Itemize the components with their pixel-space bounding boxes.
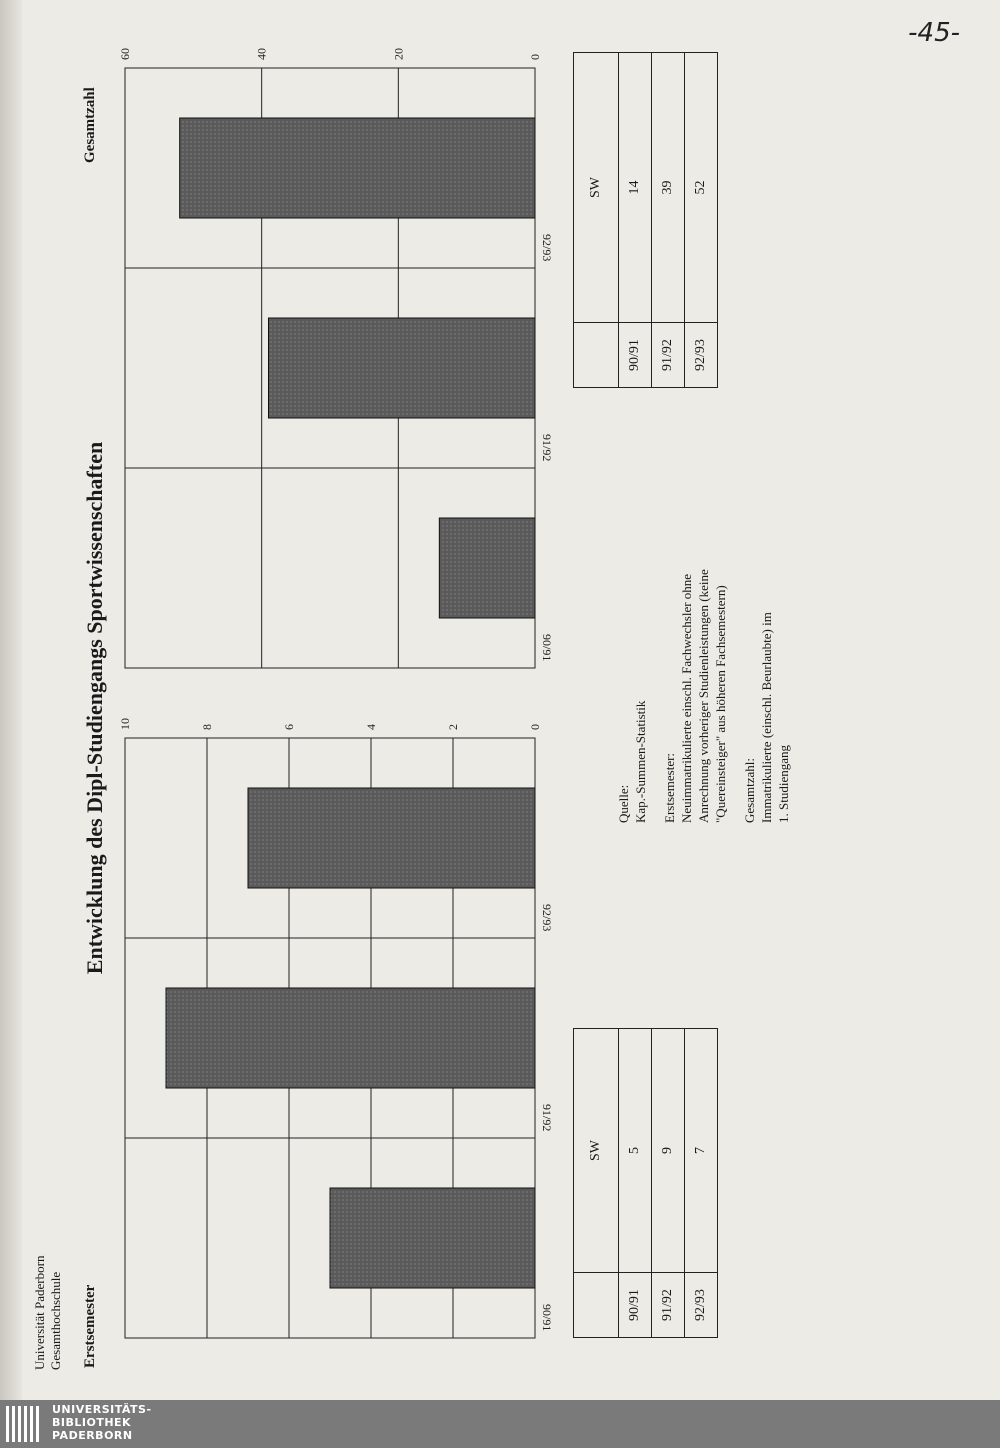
- table-header-row: [574, 1029, 619, 1338]
- table-row: [619, 1029, 652, 1338]
- erstsemester-tick-label: 4: [364, 724, 378, 730]
- table-cell-year: 92/93: [685, 1273, 718, 1338]
- library-logo-icon: [6, 1406, 42, 1442]
- table-cell-value: 39: [652, 53, 685, 323]
- gesamtzahl-tick-label: 20: [391, 48, 406, 60]
- gesamtzahl-category-label: 90/91: [540, 634, 554, 662]
- gesamtzahl-tick-label: 40: [254, 48, 269, 60]
- erstsemester-note-label: Erstsemester:: [662, 752, 677, 823]
- table-corner-cell: [574, 1273, 619, 1338]
- library-footer: [0, 1400, 1000, 1448]
- erstsemester-bar: [330, 1188, 535, 1288]
- erstsemester-tick-label: 6: [282, 724, 296, 730]
- table-row: [652, 1029, 685, 1338]
- page-number: -45-: [908, 18, 960, 48]
- gesamtzahl-note-line: Immatrikulierte (einschl. Beurlaubte) im: [759, 612, 774, 823]
- table-cell-year: 92/93: [685, 323, 718, 388]
- rotated-content: [30, 38, 791, 1378]
- table-row: [652, 53, 685, 388]
- notes-block: [615, 443, 804, 823]
- gesamtzahl-note-label: Gesamtzahl:: [742, 758, 757, 823]
- table-row: [685, 53, 718, 388]
- table-header-row: [574, 53, 619, 388]
- erstsemester-category-label: 90/91: [540, 1304, 554, 1332]
- library-name-line: PADERBORN: [52, 1429, 133, 1442]
- table-cell-value: 14: [619, 53, 652, 323]
- gesamtzahl-note-line: 1. Studiengang: [776, 745, 791, 823]
- table-header-sw: SW: [574, 1029, 619, 1273]
- gesamtzahl-tick-label: 0: [528, 54, 542, 60]
- table-header-sw: SW: [574, 53, 619, 323]
- gesamtzahl-svg: [118, 28, 565, 668]
- table-cell-value: 5: [619, 1029, 652, 1273]
- table-cell-year: 91/92: [652, 1273, 685, 1338]
- erstsemester-chart: [118, 698, 570, 1338]
- source-text: Kap.-Summen-Statistik: [633, 700, 648, 823]
- erstsemester-table: [573, 1028, 718, 1338]
- table-cell-year: 90/91: [619, 323, 652, 388]
- table-corner-cell: [574, 323, 619, 388]
- erstsemester-bar: [248, 788, 535, 888]
- erstsemester-tick-label: 0: [528, 724, 542, 730]
- gesamtzahl-bar: [180, 118, 535, 218]
- page-title: Entwicklung des Dipl-Studiengangs Sportwissenschaften: [82, 441, 107, 975]
- gesamtzahl-category-label: 91/92: [540, 434, 554, 462]
- library-name: [52, 1403, 152, 1442]
- gesamtzahl-category-label: 92/93: [540, 234, 554, 262]
- table-row: [685, 1029, 718, 1338]
- erstsemester-svg: [118, 698, 565, 1338]
- university-name: Universität Paderborn: [32, 1255, 47, 1370]
- right-chart-label: Gesamtzahl: [82, 87, 98, 163]
- erstsemester-tick-label: 8: [200, 724, 214, 730]
- library-name-line: BIBLIOTHEK: [52, 1416, 132, 1429]
- erstsemester-tick-label: 10: [118, 718, 132, 730]
- school-name: Gesamthochschule: [48, 1271, 63, 1370]
- page-binding-edge: [0, 0, 22, 1400]
- erstsemester-note-line: "Quereinsteiger" aus höheren Fachsemestern): [713, 585, 728, 823]
- library-name-line: UNIVERSITÄTS-: [52, 1403, 152, 1416]
- gesamtzahl-bar: [439, 518, 535, 618]
- erstsemester-note-line: Anrechnung vorheriger Studienleistungen (keine: [696, 569, 711, 823]
- table-cell-value: 7: [685, 1029, 718, 1273]
- gesamtzahl-table: [573, 52, 718, 388]
- gesamtzahl-bar: [269, 318, 536, 418]
- source-label: Quelle:: [616, 784, 631, 823]
- gesamtzahl-chart: [118, 28, 570, 668]
- table-cell-value: 9: [652, 1029, 685, 1273]
- table-cell-value: 52: [685, 53, 718, 323]
- left-chart-label: Erstsemester: [82, 1284, 98, 1368]
- erstsemester-bar: [166, 988, 535, 1088]
- table-cell-year: 90/91: [619, 1273, 652, 1338]
- erstsemester-tick-label: 2: [446, 724, 460, 730]
- table-row: [619, 53, 652, 388]
- gesamtzahl-tick-label: 60: [118, 48, 132, 60]
- table-cell-year: 91/92: [652, 323, 685, 388]
- erstsemester-note-line: Neuimmatrikulierte einschl. Fachwechsler ohne: [679, 573, 694, 823]
- erstsemester-category-label: 92/93: [540, 904, 554, 932]
- erstsemester-category-label: 91/92: [540, 1104, 554, 1132]
